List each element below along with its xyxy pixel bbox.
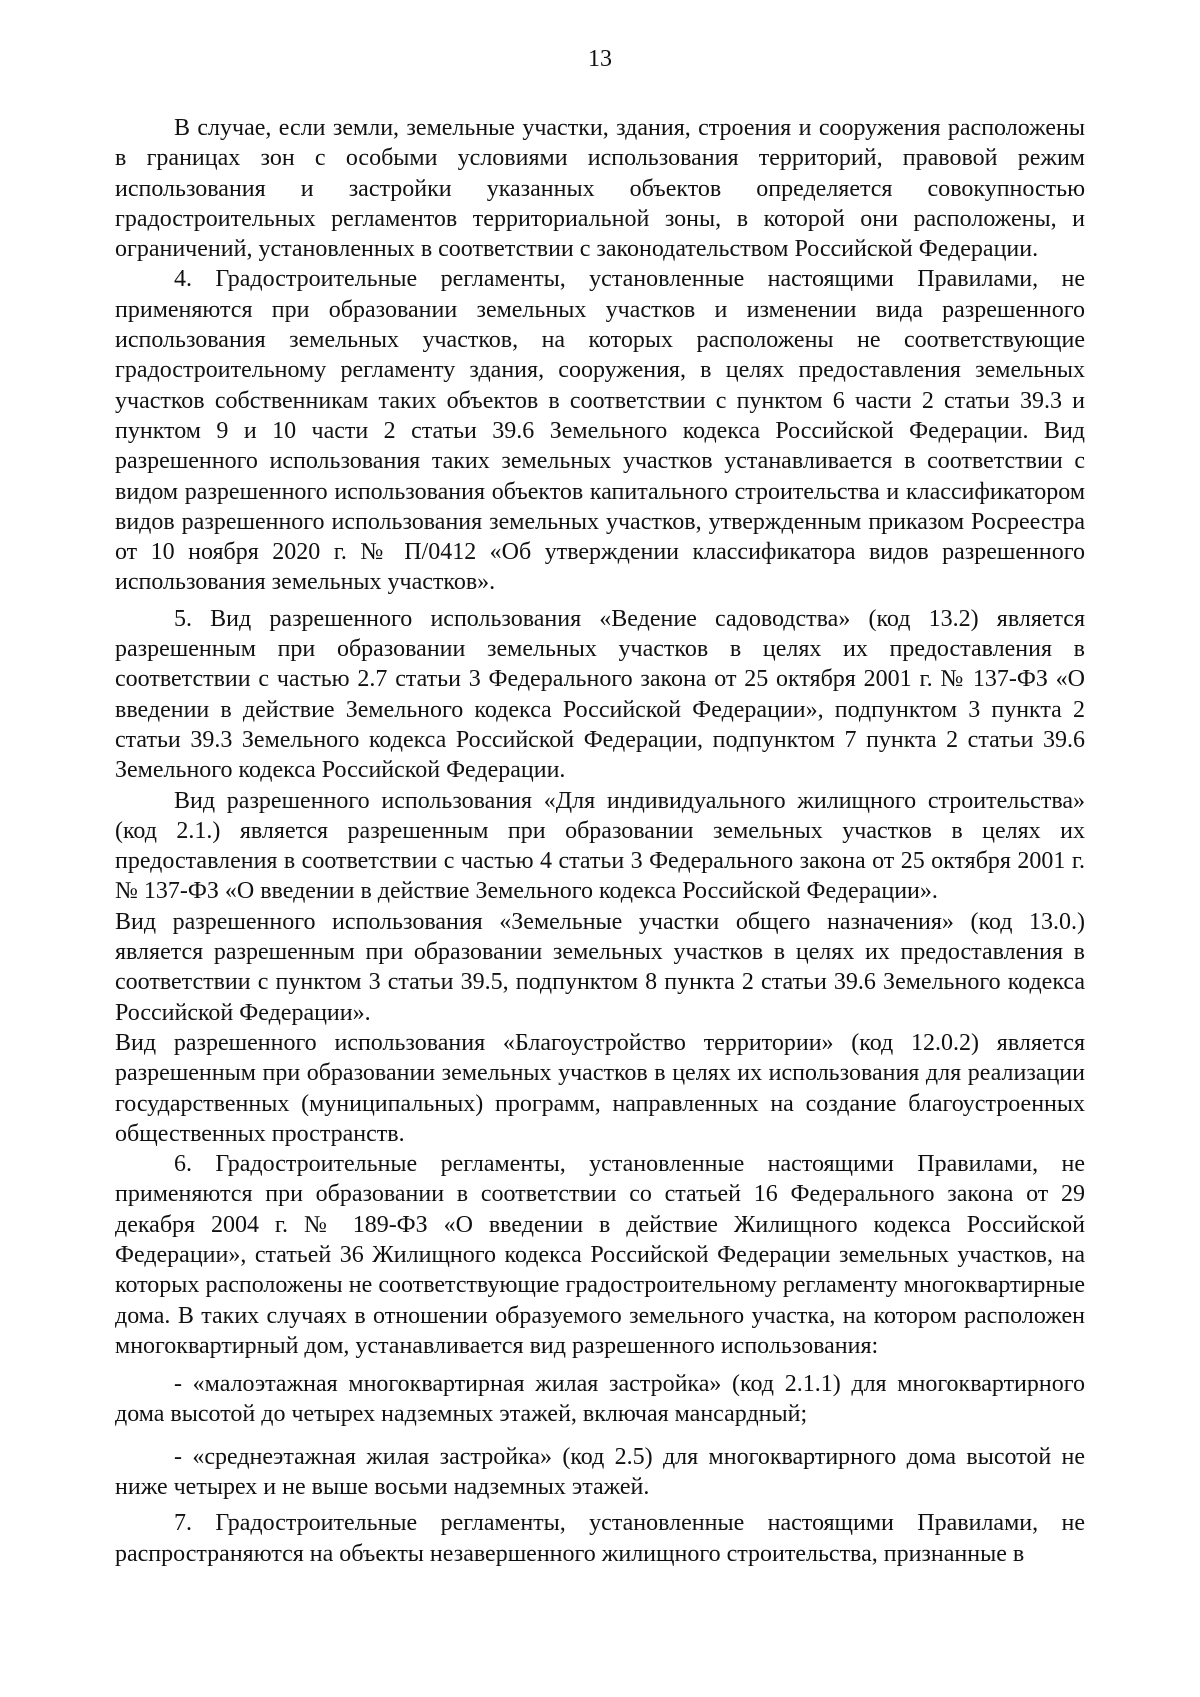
paragraph-landscaping: Вид разрешенного использования «Благоустройство территории» (код 12.0.2) является разрешенным при образовании земельных участков в целях их использования для реализации государственных (муниципальных) программ, направленных на создание благоустроенных общественных пространств.	[115, 1029, 1085, 1147]
paragraph-zones-special-conditions: В случае, если земли, земельные участки, здания, строения и сооружения расположены в границах зон с особыми условиями использования территорий, правовой режим использования и застройки указанных объектов определяется совокупностью градостроительных регламентов территориальной зоны, в которой они расположены, и ограничений, установленных в соответствии с законодательством Российской Федерации.	[115, 115, 1085, 263]
paragraph-item-6: 6. Градостроительные регламенты, установленные настоящими Правилами, не применяются при образовании в соответствии со статьей 16 Федерального закона от 29 декабря 2004 г. № 189-ФЗ «О введении в действие Жилищного кодекса Российской Федерации», статьей 36 Жилищного кодекса Российской Федерации земельных участков, на которых расположены не соответствующие градостроительному регламенту многоквартирные дома. В таких случаях в отношении образуемого земельного участка, на котором расположен многоквартирный дом, устанавливается вид разрешенного использования:	[115, 1151, 1085, 1359]
document-body	[115, 113, 1085, 1569]
paragraph-item-7: 7. Градостроительные регламенты, установленные настоящими Правилами, не распространяются на объекты незавершенного жилищного строительства, признанные в	[115, 1510, 1085, 1567]
list-item-low-rise: - «малоэтажная многоквартирная жилая застройка» (код 2.1.1) для многоквартирного дома высотой до четырех надземных этажей, включая мансардный;	[115, 1371, 1085, 1428]
paragraph-item-5: 5. Вид разрешенного использования «Ведение садоводства» (код 13.2) является разрешенным при образовании земельных участков в целях их предоставления в соответствии с частью 2.7 статьи 3 Федерального закона от 25 октября 2001 г. № 137-ФЗ «О введении в действие Земельного кодекса Российской Федерации», подпунктом 3 пункта 2 статьи 39.3 Земельного кодекса Российской Федерации, подпунктом 7 пункта 2 статьи 39.6 Земельного кодекса Российской Федерации.	[115, 605, 1085, 784]
paragraph-general-purpose-land: Вид разрешенного использования «Земельные участки общего назначения» (код 13.0.) является разрешенным при образовании земельных участков в целях их предоставления в соответствии с пунктом 3 статьи 39.5, подпунктом 8 пункта 2 статьи 39.6 Земельного кодекса Российской Федерации».	[115, 908, 1085, 1026]
list-item-mid-rise: - «среднеэтажная жилая застройка» (код 2.5) для многоквартирного дома высотой не ниже четырех и не выше восьми надземных этажей.	[115, 1443, 1085, 1501]
page-number: 13	[588, 46, 612, 72]
paragraph-item-4: 4. Градостроительные регламенты, установленные настоящими Правилами, не применяются при образовании земельных участков и изменении вида разрешенного использования земельных участков, на которых расположены не соответствующие градостроительному регламенту здания, сооружения, в целях предоставления земельных участков собственникам таких объектов в соответствии с пунктом 6 части 2 статьи 39.3 и пунктом 9 и 10 части 2 статьи 39.6 Земельного кодекса Российской Федерации. Вид разрешенного использования таких земельных участков устанавливается в соответствии с видом разрешенного использования объектов капитального строительства и классификатором видов разрешенного использования земельных участков, утвержденным приказом Росреестра от 10 ноября 2020 г. № П/0412 «Об утверждении классификатора видов разрешенного использования земельных участков».	[115, 266, 1085, 596]
paragraph-individual-housing: Вид разрешенного использования «Для индивидуального жилищного строительства» (код 2.1.) является разрешенным при образовании земельных участков в целях их предоставления в соответствии с частью 4 статьи 3 Федерального закона от 25 октября 2001 г. № 137-ФЗ «О введении в действие Земельного кодекса Российской Федерации».	[115, 787, 1085, 905]
